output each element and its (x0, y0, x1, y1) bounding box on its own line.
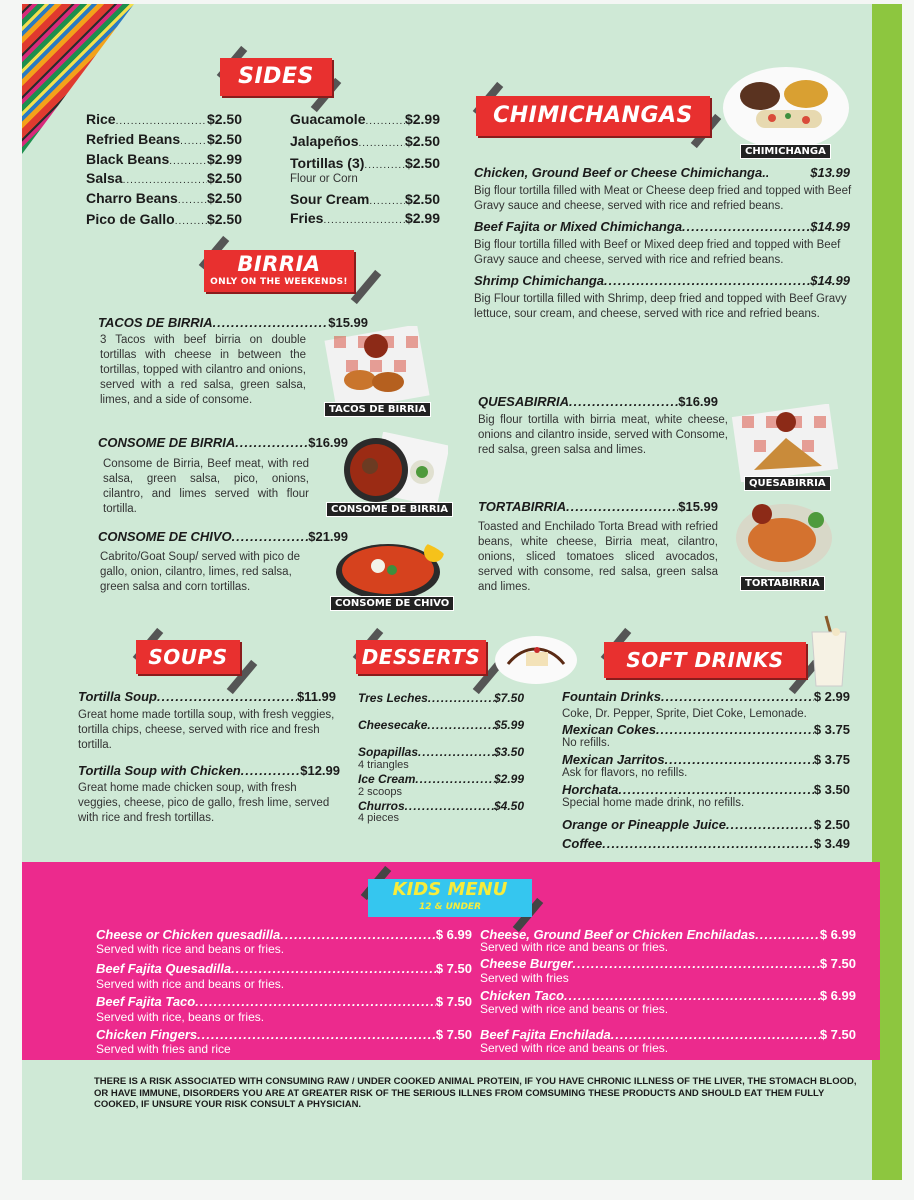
chimichanga-plate-photo (722, 66, 850, 150)
chimichangas-banner (476, 96, 710, 136)
side-item: Sour Cream ..... $2.50 (290, 191, 440, 207)
side-item-note: Flour or Corn (290, 173, 358, 185)
chimichangas-title: CHIMICHANGAS (493, 103, 693, 128)
soup-desc: Great home made tortilla soup, with fresh veggies, tortilla chips, cheese, served with rice and fresh tortilla. (78, 709, 335, 751)
drink-item: Mexican Cokes ..... $ 3.75 (562, 722, 850, 737)
side-item: Jalapeños ..... $2.50 (290, 133, 440, 149)
side-item: Salsa ..... $2.50 (86, 170, 242, 186)
soup-item: Tortilla Soup with Chicken ..... $12.99 (78, 763, 340, 778)
kids-menu-subtitle: 12 & UNDER (418, 902, 482, 912)
dessert-plate-photo (494, 634, 578, 686)
birria-desc: 3 Tacos with beef birria on double tortillas with cheese in between the tortillas, topped with cilantro and onions, served with a red salsa, green salsa, limes, and a side of consome. (100, 334, 306, 406)
kids-item-note: Served with fries and rice (96, 1042, 231, 1056)
dessert-note: 4 triangles (358, 759, 409, 771)
birria-item: QUESABIRRIA ..... $16.99 (478, 394, 718, 409)
drink-item: Orange or Pineapple Juice ..... $ 2.50 (562, 817, 850, 832)
raw-food-disclaimer: THERE IS A RISK ASSOCIATED WITH CONSUMING RAW / UNDER COOKED ANIMAL PROTEIN, IF YOU HAVE CHRONIC ILLNESS OF THE LIVER, THE STOMACH BLOOD, OR HAVE IMMUNE, DISORDERS YOU ARE AT GREATER RISK OF THE SERIOUS ILLNES FROM COMSUMING THESE PRODUCTS AND SHOULD EAT THEM FULLY COOKED, IF UNSURE YOUR RISK CONSULT A PHYSICIAN. (94, 1076, 857, 1110)
dessert-item: Ice Cream ..... $2.99 (358, 772, 524, 786)
soft-drinks-title: SOFT DRINKS (626, 648, 784, 672)
quesabirria-photo (730, 404, 840, 482)
birria-desc: Consome de Birria, Beef meat, with red salsa, green salsa, pico, onions, cilantro, and limes served with flour tortilla. (103, 458, 309, 515)
kids-item: Chicken Fingers ..... $ 7.50 (96, 1027, 472, 1042)
birria-desc: Big flour tortilla with birria meat, white cheese, onions and cilantro inside, served with Consome, red salsa, green salsa and limes. (478, 414, 728, 456)
soup-item: Tortilla Soup ..... $11.99 (78, 689, 336, 704)
consome-de-birria-photo (336, 432, 448, 508)
dessert-item: Sopapillas ..... $3.50 (358, 745, 524, 759)
dessert-item: Tres Leches ..... $7.50 (358, 691, 524, 705)
side-item: Guacamole ..... $2.99 (290, 111, 440, 127)
chimichanga-item: Chicken, Ground Beef or Cheese Chimichanga. ..... $13.99 (474, 165, 850, 180)
birria-item: CONSOME DE BIRRIA ..... $16.99 (98, 435, 348, 450)
chimichanga-item: Shrimp Chimichanga ..... $14.99 (474, 273, 850, 288)
birria-desc: Cabrito/Goat Soup/ served with pico de gallo, onion, cilantro, limes, red salsa, green salsa and corn tortillas. (100, 551, 301, 593)
kids-item-note: Served with rice and beans or fries. (480, 1041, 669, 1055)
consome-de-birria-photo-label: CONSOME DE BIRRIA (326, 502, 453, 517)
kids-item-note: Served with rice and beans or fries. (96, 977, 285, 991)
drink-item: Mexican Jarritos ..... $ 3.75 (562, 752, 850, 767)
soft-drinks-banner (604, 642, 806, 678)
birria-subtitle: ONLY ON THE WEEKENDS! (210, 277, 348, 287)
sides-title: SIDES (238, 64, 314, 89)
kids-item: Cheese, Ground Beef or Chicken Enchiladas ..... $ 6.99 (480, 927, 856, 942)
side-item: Fries ..... $2.99 (290, 210, 440, 226)
kids-item-note: Served with fries (480, 971, 569, 985)
kids-menu-banner (368, 879, 532, 917)
tortabirria-photo (734, 496, 834, 576)
kids-item: Beef Fajita Taco ..... $ 7.50 (96, 994, 472, 1009)
drink-item: Fountain Drinks ..... $ 2.99 (562, 689, 850, 704)
drink-note: Special home made drink, no refills. (562, 797, 745, 809)
drink-item: Coffee ..... $ 3.49 (562, 836, 850, 851)
drink-item: Horchata ..... $ 3.50 (562, 782, 850, 797)
kids-item: Beef Fajita Enchilada ..... $ 7.50 (480, 1027, 856, 1042)
horchata-glass-photo (806, 614, 852, 688)
dessert-item: Churros ..... $4.50 (358, 799, 524, 813)
tacos-de-birria-photo-label: TACOS DE BIRRIA (324, 402, 431, 417)
side-item: Charro Beans ..... $2.50 (86, 190, 242, 206)
sides-banner (220, 58, 332, 96)
consome-de-chivo-photo-label: CONSOME DE CHIVO (330, 596, 454, 611)
kids-item: Beef Fajita Quesadilla ..... $ 7.50 (96, 961, 472, 976)
desserts-title: DESSERTS (361, 645, 481, 669)
birria-item: TORTABIRRIA ..... $15.99 (478, 499, 718, 514)
kids-item-note: Served with rice and beans or fries. (480, 940, 669, 954)
dessert-item: Cheesecake ..... $5.99 (358, 718, 524, 732)
consome-de-chivo-photo (334, 538, 452, 602)
tacos-de-birria-photo (324, 326, 430, 410)
side-item: Rice ..... $2.50 (86, 111, 242, 127)
drink-note: Ask for flavors, no refills. (562, 767, 688, 779)
drink-note: Coke, Dr. Pepper, Sprite, Diet Coke, Lemonade. (562, 708, 807, 720)
chimichanga-item: Beef Fajita or Mixed Chimichanga ..... $14.99 (474, 219, 850, 234)
birria-title: BIRRIA (237, 252, 321, 276)
birria-item: CONSOME DE CHIVO ..... $21.99 (98, 529, 348, 544)
soups-banner (136, 640, 240, 674)
dessert-note: 4 pieces (358, 812, 399, 824)
dessert-note: 2 scoops (358, 786, 403, 798)
side-item: Pico de Gallo ..... $2.50 (86, 211, 242, 227)
chimichanga-desc: Big Flour tortilla filled with Shrimp, deep fried and topped with Beef Gravy lettuce, sour cream, and cheese, served with rice and refried beans. (474, 293, 847, 320)
kids-menu-title: KIDS MENU (392, 879, 508, 900)
kids-item: Cheese or Chicken quesadilla ..... $ 6.99 (96, 927, 472, 942)
kids-item-note: Served with rice and beans or fries. (480, 1002, 669, 1016)
soups-title: SOUPS (148, 645, 228, 669)
birria-banner (204, 250, 354, 292)
side-item: Tortillas (3) ..... $2.50 (290, 155, 440, 171)
desserts-banner (356, 640, 486, 674)
chimichanga-desc: Big flour tortilla filled with Beef or Mixed deep fried and topped with Beef Gravy sauce and cheese, served with rice and refried beans. (474, 239, 841, 266)
drink-note: No refills. (562, 737, 610, 749)
kids-item-note: Served with rice, beans or fries. (96, 1010, 265, 1024)
birria-desc: Toasted and Enchilado Torta Bread with refried beans, white cheese, Birria meat, cilantro, onions, sliced tomatoes sliced avocados, served with consome, red salsa, green salsa and limes. (478, 521, 718, 593)
chimichanga-desc: Big flour tortilla filled with Meat or Cheese deep fried and topped with Beef Gravy sauce and cheese, served with rice and refried beans. (474, 185, 852, 212)
birria-item: TACOS DE BIRRIA ..... $15.99 (98, 315, 368, 330)
quesabirria-photo-label: QUESABIRRIA (744, 476, 831, 491)
side-item: Refried Beans ..... $2.50 (86, 131, 242, 147)
tortabirria-photo-label: TORTABIRRIA (740, 576, 825, 591)
kids-item-note: Served with rice and beans or fries. (96, 942, 285, 956)
kids-item: Chicken Taco ..... $ 6.99 (480, 988, 856, 1003)
chimichanga-photo-label: CHIMICHANGA (740, 144, 831, 159)
side-item: Black Beans ..... $2.99 (86, 151, 242, 167)
soup-desc: Great home made chicken soup, with fresh veggies, cheese, pico de gallo, fresh lime, served with rice and fresh tortillas. (78, 782, 330, 824)
kids-item: Cheese Burger ..... $ 7.50 (480, 956, 856, 971)
